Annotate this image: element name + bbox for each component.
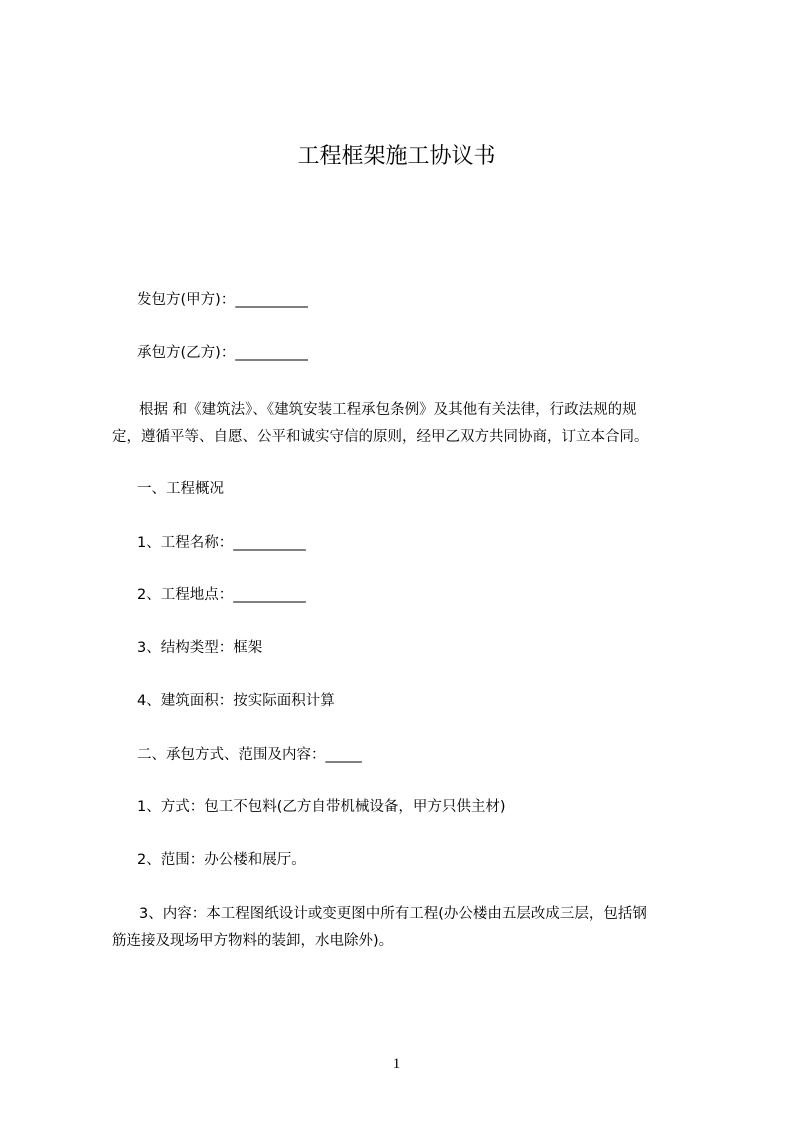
- project-name-item: 1、工程名称：__________: [137, 535, 306, 551]
- structure-type-item: 3、结构类型：框架: [137, 640, 263, 656]
- page-number: 1: [392, 1056, 401, 1072]
- content-line-1: 3、内容：本工程图纸设计或变更图中所有工程(办公楼由五层改成三层，包括钢: [139, 906, 647, 922]
- party-b-field: 承包方(乙方)：__________: [137, 345, 308, 361]
- section-2-heading: 二、承包方式、范围及内容：_____: [137, 747, 362, 763]
- method-item: 1、方式：包工不包料(乙方自带机械设备，甲方只供主材): [137, 799, 506, 815]
- building-area-item: 4、建筑面积：按实际面积计算: [137, 693, 335, 709]
- project-location-item: 2、工程地点：__________: [137, 587, 306, 603]
- party-a-field: 发包方(甲方)：__________: [137, 292, 308, 308]
- scope-item: 2、范围：办公楼和展厅。: [137, 852, 306, 868]
- content-line-2: 筋连接及现场甲方物料的装卸，水电除外)。: [112, 933, 394, 949]
- preamble-line-2: 定，遵循平等、自愿、公平和诚实守信的原则，经甲乙双方共同协商，订立本合同。: [112, 429, 649, 445]
- section-1-heading: 一、工程概况: [137, 481, 224, 497]
- document-title: 工程框架施工协议书: [297, 144, 496, 169]
- preamble-line-1: 根据 和《建筑法》、《建筑安装工程承包条例》及其他有关法律，行政法规的规: [139, 402, 637, 418]
